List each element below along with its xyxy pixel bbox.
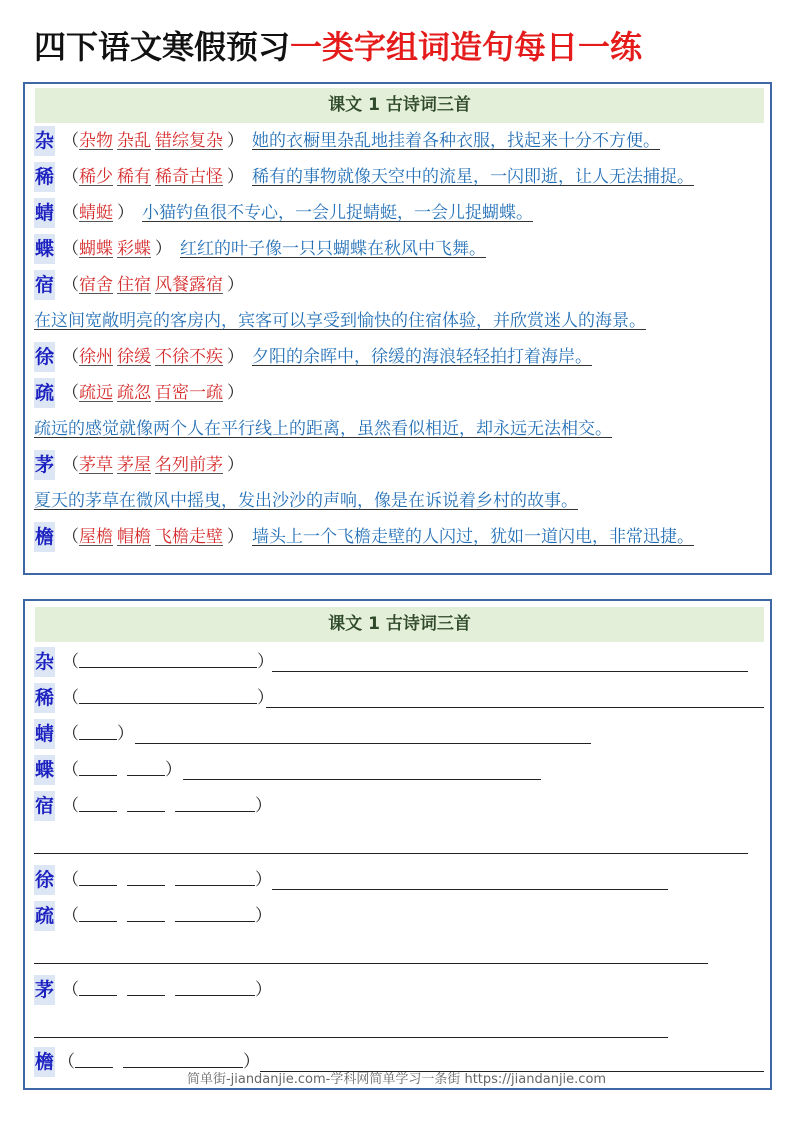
practice-row: 徐 （ ） (34, 865, 766, 895)
char-label: 宿 (34, 270, 55, 300)
practice-row: 稀 （ ） (34, 683, 766, 713)
answer-row: 茅 （茅草 茅屋 名列前茅 ） (34, 450, 766, 480)
word: 不徐不疾 (155, 347, 223, 367)
answer-sheet (23, 82, 772, 575)
char-label: 徐 (34, 865, 55, 895)
sentence-line[interactable] (272, 889, 668, 890)
char-label: 稀 (34, 162, 55, 192)
practice-row: 茅 （ ） (34, 975, 766, 1005)
word-blank[interactable] (127, 791, 165, 812)
sentence: 在这间宽敞明亮的客房内，宾客可以享受到愉快的住宿体验，并欣赏迷人的海景。 (34, 311, 646, 331)
word-blank[interactable] (127, 755, 165, 776)
lesson-header: 课文 1 古诗词三首 (35, 607, 764, 642)
word: 疏忽 (117, 383, 151, 403)
word: 屋檐 (79, 527, 113, 547)
sentence: 夏天的茅草在微风中摇曳，发出沙沙的声响，像是在诉说着乡村的故事。 (34, 491, 578, 511)
answer-row: 稀 （稀少 稀有 稀奇古怪 ） 稀有的事物就像天空中的流星，一闪即逝，让人无法捕捉。 (34, 162, 766, 192)
word-blank[interactable] (175, 865, 255, 886)
sentence: 她的衣橱里杂乱地挂着各种衣服，找起来十分不方便。 (252, 131, 660, 151)
practice-row: 蜻 （ ） (34, 719, 766, 749)
word: 蜻蜓 (79, 203, 113, 223)
word: 错综复杂 (155, 131, 223, 151)
word: 名列前茅 (155, 455, 223, 475)
word-blank[interactable] (123, 1047, 243, 1068)
word: 风餐露宿 (155, 275, 223, 295)
char-label: 疏 (34, 901, 55, 931)
answer-row: 徐 （徐州 徐缓 不徐不疾 ） 夕阳的余晖中，徐缓的海浪轻轻拍打着海岸。 (34, 342, 766, 372)
sentence: 疏远的感觉就像两个人在平行线上的距离，虽然看似相近，却永远无法相交。 (34, 419, 612, 439)
word: 徐州 (79, 347, 113, 367)
char-label: 茅 (34, 450, 55, 480)
practice-sheet (23, 599, 772, 1090)
answer-row: 蝶 （蝴蝶 彩蝶 ） 红红的叶子像一只只蝴蝶在秋风中飞舞。 (34, 234, 766, 264)
practice-row: 蝶 （ ） (34, 755, 766, 785)
word-blank[interactable] (79, 791, 117, 812)
page-title (34, 22, 774, 72)
sentence: 墙头上一个飞檐走壁的人闪过，犹如一道闪电，非常迅捷。 (252, 527, 694, 547)
word: 飞檐走壁 (155, 527, 223, 547)
word: 稀少 (79, 167, 113, 187)
sentence: 夕阳的余晖中，徐缓的海浪轻轻拍打着海岸。 (252, 347, 592, 367)
word: 疏远 (79, 383, 113, 403)
word: 百密一疏 (155, 383, 223, 403)
word: 杂乱 (117, 131, 151, 151)
char-label: 稀 (34, 683, 55, 713)
word: 稀奇古怪 (155, 167, 223, 187)
char-label: 蜻 (34, 719, 55, 749)
char-label: 蜻 (34, 198, 55, 228)
practice-row: 檐 （ ） (34, 1047, 766, 1077)
sentence-line[interactable] (183, 779, 541, 780)
word-blank[interactable] (175, 901, 255, 922)
char-label: 宿 (34, 791, 55, 821)
word: 杂物 (79, 131, 113, 151)
lesson-header: 课文 1 古诗词三首 (35, 88, 764, 123)
practice-row: 宿 （ ） (34, 791, 766, 821)
title-prefix: 四下语文寒假预习 (34, 28, 291, 66)
answer-row: 檐 （屋檐 帽檐 飞檐走壁 ） 墙头上一个飞檐走壁的人闪过，犹如一道闪电，非常迅捷。 (34, 522, 766, 552)
word-blank[interactable] (79, 901, 117, 922)
sentence: 稀有的事物就像天空中的流星，一闪即逝，让人无法捕捉。 (252, 167, 694, 187)
char-label: 檐 (34, 522, 55, 552)
char-label: 蝶 (34, 755, 55, 785)
word: 蝴蝶 (79, 239, 113, 259)
word-blank[interactable] (127, 901, 165, 922)
answer-row: 蜻 （蜻蜓 ） 小猫钓鱼很不专心，一会儿捉蜻蜓，一会儿捉蝴蝶。 (34, 198, 766, 228)
word: 宿舍 (79, 275, 113, 295)
word: 茅屋 (117, 455, 151, 475)
footer-watermark: 简单街-jiandanjie.com-学科网简单学习一条街 https://jiandanjie.com (186, 1072, 607, 1087)
practice-row: 疏 （ ） (34, 901, 766, 931)
answer-row: 宿 （宿舍 住宿 风餐露宿 ） (34, 270, 766, 300)
word-blank[interactable] (79, 683, 257, 704)
char-label: 檐 (34, 1047, 55, 1077)
sentence-line[interactable] (34, 963, 708, 964)
word-blank[interactable] (79, 975, 117, 996)
answer-row: 杂 （杂物 杂乱 错综复杂 ） 她的衣橱里杂乱地挂着各种衣服，找起来十分不方便。 (34, 126, 766, 156)
char-label: 蝶 (34, 234, 55, 264)
sentence-line[interactable] (135, 743, 591, 744)
char-label: 杂 (34, 647, 55, 677)
char-label: 茅 (34, 975, 55, 1005)
word: 稀有 (117, 167, 151, 187)
word: 彩蝶 (117, 239, 151, 259)
sentence: 红红的叶子像一只只蝴蝶在秋风中飞舞。 (180, 239, 486, 259)
char-label: 杂 (34, 126, 55, 156)
sentence: 小猫钓鱼很不专心，一会儿捉蜻蜓，一会儿捉蝴蝶。 (142, 203, 533, 223)
word-blank[interactable] (79, 647, 257, 668)
title-highlight: 一类字组词造句每日一练 (290, 28, 643, 66)
word: 帽檐 (117, 527, 151, 547)
word-blank[interactable] (79, 865, 117, 886)
word: 住宿 (117, 275, 151, 295)
word-blank[interactable] (175, 791, 255, 812)
word-blank[interactable] (75, 1047, 113, 1068)
sentence-line[interactable] (34, 1037, 668, 1038)
word-blank[interactable] (127, 975, 165, 996)
word-blank[interactable] (79, 755, 117, 776)
practice-row: 杂 （ ） (34, 647, 766, 677)
char-label: 疏 (34, 378, 55, 408)
word: 茅草 (79, 455, 113, 475)
answer-row: 疏 （疏远 疏忽 百密一疏 ） (34, 378, 766, 408)
sentence-line[interactable] (34, 853, 748, 854)
sentence-line[interactable] (266, 707, 764, 708)
char-label: 徐 (34, 342, 55, 372)
word-blank[interactable] (127, 865, 165, 886)
word-blank[interactable] (79, 719, 117, 740)
word: 徐缓 (117, 347, 151, 367)
word-blank[interactable] (175, 975, 255, 996)
sentence-line[interactable] (272, 671, 748, 672)
